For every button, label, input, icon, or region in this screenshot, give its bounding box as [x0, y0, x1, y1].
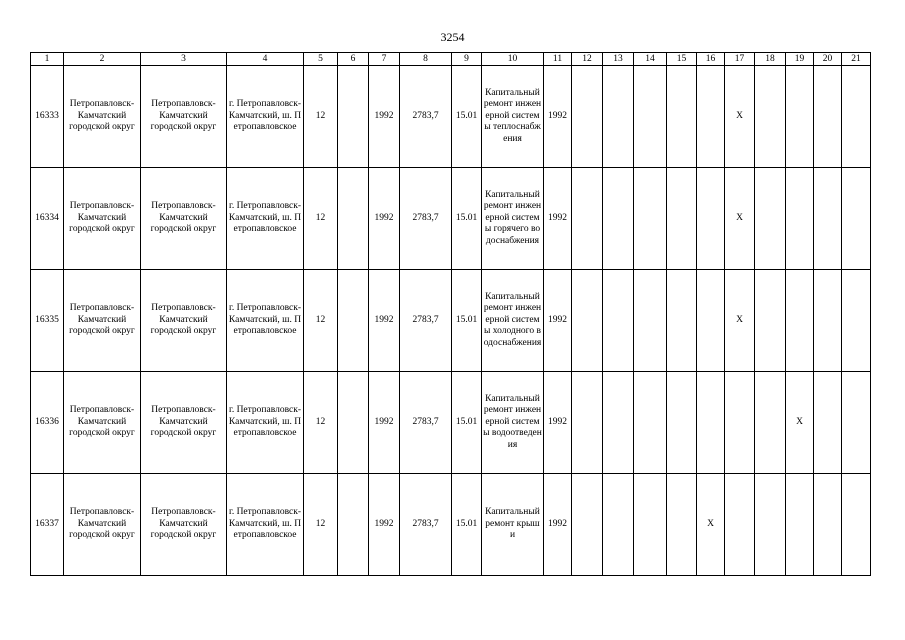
cell-municipality: Петропавловск-Камчатский городской округ [64, 270, 141, 372]
cell-year: 1992 [369, 270, 400, 372]
cell-address: г. Петропавловск-Камчатский, ш. Петропавловское [227, 168, 304, 270]
cell-col6 [338, 270, 369, 372]
cell-col16 [697, 66, 725, 168]
cell-col6 [338, 66, 369, 168]
cell-work-type: Капитальный ремонт крыши [482, 474, 544, 576]
cell-col20 [814, 66, 842, 168]
page-number: 3254 [440, 30, 465, 44]
cell-col11: 1992 [544, 270, 572, 372]
cell-col16: X [697, 474, 725, 576]
cell-col13 [603, 372, 634, 474]
cell-settlement: Петропавловск-Камчатский городской округ [141, 270, 227, 372]
cell-area: 2783,7 [400, 474, 452, 576]
cell-col18 [755, 270, 786, 372]
cell-address: г. Петропавловск-Камчатский, ш. Петропавловское [227, 66, 304, 168]
cell-col9: 15.01 [452, 270, 482, 372]
cell-area: 2783,7 [400, 66, 452, 168]
cell-work-type: Капитальный ремонт инженерной системы холодного водоснабжения [482, 270, 544, 372]
cell-col20 [814, 372, 842, 474]
cell-col9: 15.01 [452, 168, 482, 270]
cell-id: 16334 [31, 168, 64, 270]
column-number: 10 [482, 53, 544, 66]
cell-col6 [338, 168, 369, 270]
cell-address: г. Петропавловск-Камчатский, ш. Петропавловское [227, 474, 304, 576]
cell-municipality: Петропавловск-Камчатский городской округ [64, 66, 141, 168]
cell-id: 16335 [31, 270, 64, 372]
column-number-row [31, 53, 871, 66]
cell-settlement: Петропавловск-Камчатский городской округ [141, 474, 227, 576]
cell-col16 [697, 270, 725, 372]
table-row [31, 474, 871, 576]
column-number: 1 [31, 53, 64, 66]
cell-col5: 12 [304, 372, 338, 474]
column-number: 5 [304, 53, 338, 66]
cell-col20 [814, 168, 842, 270]
table-row [31, 270, 871, 372]
cell-col6 [338, 372, 369, 474]
column-number: 8 [400, 53, 452, 66]
cell-col12 [572, 66, 603, 168]
cell-id: 16337 [31, 474, 64, 576]
table-row [31, 168, 871, 270]
cell-col12 [572, 270, 603, 372]
cell-col11: 1992 [544, 372, 572, 474]
cell-address: г. Петропавловск-Камчатский, ш. Петропавловское [227, 270, 304, 372]
cell-col5: 12 [304, 270, 338, 372]
cell-col9: 15.01 [452, 66, 482, 168]
cell-col5: 12 [304, 168, 338, 270]
cell-col21 [842, 474, 871, 576]
cell-year: 1992 [369, 66, 400, 168]
column-number: 16 [697, 53, 725, 66]
cell-municipality: Петропавловск-Камчатский городской округ [64, 474, 141, 576]
cell-municipality: Петропавловск-Камчатский городской округ [64, 372, 141, 474]
cell-col15 [667, 168, 697, 270]
cell-col21 [842, 168, 871, 270]
column-number: 6 [338, 53, 369, 66]
column-number: 7 [369, 53, 400, 66]
cell-col11: 1992 [544, 168, 572, 270]
cell-col13 [603, 66, 634, 168]
cell-col19 [786, 474, 814, 576]
cell-col18 [755, 168, 786, 270]
cell-col15 [667, 474, 697, 576]
cell-col17 [725, 474, 755, 576]
column-number: 18 [755, 53, 786, 66]
cell-area: 2783,7 [400, 270, 452, 372]
cell-col12 [572, 372, 603, 474]
cell-col12 [572, 168, 603, 270]
cell-id: 16336 [31, 372, 64, 474]
cell-col17: X [725, 66, 755, 168]
cell-col11: 1992 [544, 474, 572, 576]
cell-col21 [842, 66, 871, 168]
cell-col16 [697, 168, 725, 270]
cell-col17: X [725, 168, 755, 270]
cell-col16 [697, 372, 725, 474]
cell-work-type: Капитальный ремонт инженерной системы горячего водоснабжения [482, 168, 544, 270]
cell-col21 [842, 372, 871, 474]
table-row [31, 66, 871, 168]
cell-col11: 1992 [544, 66, 572, 168]
cell-col14 [634, 474, 667, 576]
cell-col15 [667, 270, 697, 372]
cell-col19 [786, 168, 814, 270]
cell-col13 [603, 270, 634, 372]
cell-col6 [338, 474, 369, 576]
column-number: 12 [572, 53, 603, 66]
cell-col15 [667, 66, 697, 168]
cell-col19: X [786, 372, 814, 474]
cell-col12 [572, 474, 603, 576]
cell-area: 2783,7 [400, 372, 452, 474]
cell-col14 [634, 168, 667, 270]
cell-year: 1992 [369, 168, 400, 270]
cell-col14 [634, 372, 667, 474]
cell-col14 [634, 270, 667, 372]
cell-municipality: Петропавловск-Камчатский городской округ [64, 168, 141, 270]
cell-col5: 12 [304, 66, 338, 168]
cell-col20 [814, 270, 842, 372]
cell-col20 [814, 474, 842, 576]
cell-col19 [786, 270, 814, 372]
cell-col18 [755, 474, 786, 576]
cell-id: 16333 [31, 66, 64, 168]
cell-area: 2783,7 [400, 168, 452, 270]
register-table [30, 52, 871, 576]
column-number: 9 [452, 53, 482, 66]
cell-col15 [667, 372, 697, 474]
cell-settlement: Петропавловск-Камчатский городской округ [141, 66, 227, 168]
column-number: 14 [634, 53, 667, 66]
column-number: 21 [842, 53, 871, 66]
column-number: 13 [603, 53, 634, 66]
cell-settlement: Петропавловск-Камчатский городской округ [141, 372, 227, 474]
column-number: 17 [725, 53, 755, 66]
column-number: 3 [141, 53, 227, 66]
cell-col21 [842, 270, 871, 372]
cell-col9: 15.01 [452, 372, 482, 474]
cell-work-type: Капитальный ремонт инженерной системы водоотведения [482, 372, 544, 474]
cell-col5: 12 [304, 474, 338, 576]
cell-col17 [725, 372, 755, 474]
cell-col18 [755, 372, 786, 474]
cell-work-type: Капитальный ремонт инженерной системы теплоснабжения [482, 66, 544, 168]
cell-col9: 15.01 [452, 474, 482, 576]
cell-settlement: Петропавловск-Камчатский городской округ [141, 168, 227, 270]
column-number: 15 [667, 53, 697, 66]
column-number: 20 [814, 53, 842, 66]
cell-col13 [603, 474, 634, 576]
cell-col18 [755, 66, 786, 168]
column-number: 19 [786, 53, 814, 66]
cell-col13 [603, 168, 634, 270]
table-row [31, 372, 871, 474]
cell-year: 1992 [369, 474, 400, 576]
column-number: 11 [544, 53, 572, 66]
column-number: 2 [64, 53, 141, 66]
cell-col14 [634, 66, 667, 168]
column-number: 4 [227, 53, 304, 66]
cell-year: 1992 [369, 372, 400, 474]
cell-address: г. Петропавловск-Камчатский, ш. Петропавловское [227, 372, 304, 474]
cell-col17: X [725, 270, 755, 372]
cell-col19 [786, 66, 814, 168]
